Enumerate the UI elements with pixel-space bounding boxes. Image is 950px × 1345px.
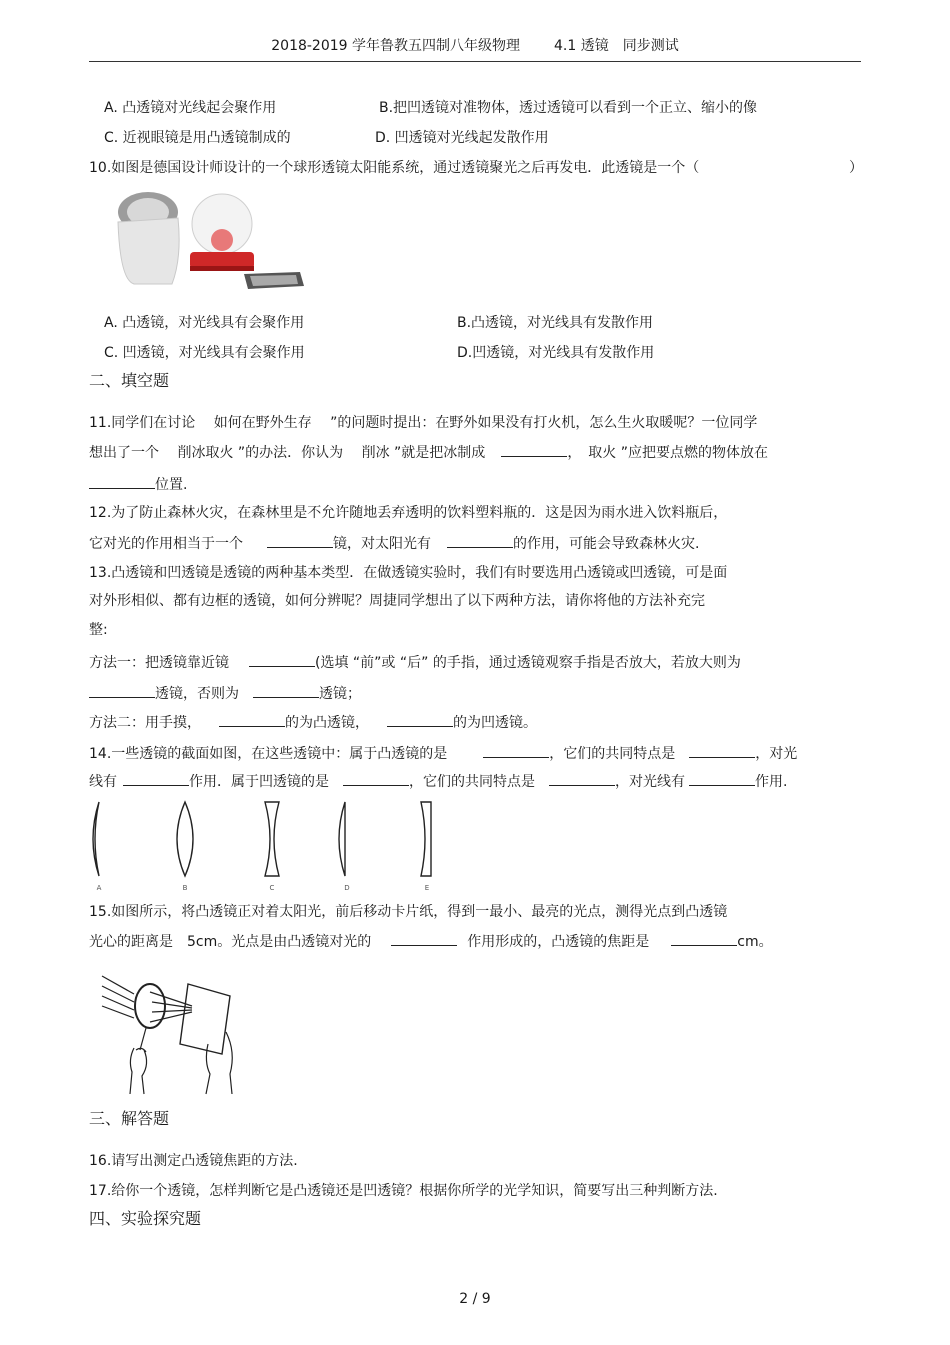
- q14-line-1: [89, 743, 797, 763]
- page-header: [0, 37, 950, 55]
- q11-line-1: 11.同学们在讨论 如何在野外生存 ”的问题时提出：在野外如果没有打火机，怎么生火取暖呢？一位同学: [89, 415, 758, 431]
- q14-line-2: [89, 771, 787, 791]
- q14-blank-4[interactable]: [343, 771, 409, 786]
- q14-blank-6[interactable]: [689, 771, 755, 786]
- q13-blank-1[interactable]: [249, 652, 315, 667]
- magnifier-sunlight-figure: [100, 970, 250, 1095]
- section-experiment-title: 四、实验探究题: [89, 1209, 202, 1228]
- header-rule: [89, 61, 861, 62]
- lens-c: [265, 802, 279, 876]
- q12-line-2: [89, 533, 699, 553]
- q15-text-c: cm。: [737, 934, 773, 950]
- q14-text-d: 线有: [89, 774, 117, 790]
- q13-blank-2[interactable]: [89, 683, 155, 698]
- q17-text: 17.给你一个透镜，怎样判断它是凸透镜还是凹透镜？根据你所学的光学知识，简要写出三种判断方法.: [89, 1183, 718, 1199]
- q9-option-b: B.把凹透镜对准物体，透过透镜可以看到一个正立、缩小的像: [379, 100, 758, 116]
- q11-line-2: [89, 442, 768, 462]
- solar-lens-photo: [108, 188, 308, 298]
- lens-a: [93, 802, 99, 876]
- q14-text-a: 14.一些透镜的截面如图，在这些透镜中：属于凸透镜的是: [89, 746, 448, 762]
- q9-option-a: A. 凸透镜对光线起会聚作用: [104, 100, 277, 116]
- lens-label-a: A: [96, 884, 102, 892]
- q13-blank-3[interactable]: [253, 683, 319, 698]
- q13-blank-5[interactable]: [387, 712, 453, 727]
- q10-option-c: C. 凹透镜，对光线具有会聚作用: [104, 345, 305, 361]
- q14-text-f: ，它们的共同特点是: [409, 774, 535, 790]
- q12-blank-1[interactable]: [267, 533, 333, 548]
- q15-blank-1[interactable]: [391, 931, 457, 946]
- q14-blank-2[interactable]: [689, 743, 755, 758]
- lens-b: [177, 802, 193, 876]
- q13-line-1: 13.凸透镜和凹透镜是透镜的两种基本类型．在做透镜实验时，我们有时要选用凸透镜或凹透镜，可是面: [89, 565, 728, 581]
- q14-text-c: ，对光: [755, 746, 798, 762]
- q10-option-b: B.凸透镜，对光线具有发散作用: [457, 315, 654, 331]
- q14-text-b: ，它们的共同特点是: [549, 746, 676, 762]
- q11-blank-1[interactable]: [501, 442, 567, 457]
- q12-line-1: 12.为了防止森林火灾，在森林里是不允许随地丢弃透明的饮料塑料瓶的．这是因为雨水进入饮料瓶后，: [89, 505, 728, 521]
- q15-line-1: 15.如图所示，将凸透镜正对着太阳光，前后移动卡片纸，得到一最小、最亮的光点，测得光点到凸透镜: [89, 904, 728, 920]
- lens-d: [339, 802, 345, 876]
- q14-blank-1[interactable]: [483, 743, 549, 758]
- lens-cross-sections: [85, 796, 445, 896]
- q13-m1-text-a: 方法一：把透镜靠近镜: [89, 655, 229, 671]
- q13-m2-text-b: 的为凸透镜，: [285, 715, 369, 731]
- q14-blank-3[interactable]: [123, 771, 189, 786]
- q11-blank-2[interactable]: [89, 474, 155, 489]
- section-fill-in-title: 二、填空题: [89, 371, 170, 390]
- lens-label-c: C: [269, 884, 275, 892]
- q12-text-a: 它对光的作用相当于一个: [89, 536, 243, 552]
- q15-line-2: [89, 931, 773, 951]
- q13-m1-text-b: (选填 “前”或 “后” 的手指，通过透镜观察手指是否放大，若放大则为: [315, 655, 741, 671]
- q10-option-d: D.凹透镜，对光线具有发散作用: [457, 345, 655, 361]
- q13-m2-text-a: 方法二：用手摸，: [89, 715, 201, 731]
- q13-blank-4[interactable]: [219, 712, 285, 727]
- page-number: 2 / 9: [459, 1291, 491, 1307]
- q13-m1-text-c: 透镜，否则为: [155, 686, 239, 702]
- q13-method-2: [89, 712, 537, 732]
- q13-m2-text-c: 的为凹透镜。: [453, 715, 537, 731]
- q13-method-1: [89, 652, 741, 672]
- q12-text-b: 镜，对太阳光有: [333, 536, 431, 552]
- q15-text-a: 光心的距离是 5cm。光点是由凸透镜对光的: [89, 934, 372, 950]
- q11-text-b: ， 取火 ”应把要点燃的物体放在: [567, 445, 769, 461]
- q10-paren: ）: [849, 160, 863, 176]
- q16-text: 16.请写出测定凸透镜焦距的方法.: [89, 1153, 298, 1169]
- q13-line-3: 整:: [89, 622, 108, 638]
- q10-option-a: A. 凸透镜，对光线具有会聚作用: [104, 315, 305, 331]
- q14-blank-5[interactable]: [549, 771, 615, 786]
- q15-blank-2[interactable]: [671, 931, 737, 946]
- q11-text-c: 位置.: [155, 477, 188, 493]
- q9-option-c: C. 近视眼镜是用凸透镜制成的: [104, 130, 291, 146]
- q10-stem: 10.如图是德国设计师设计的一个球形透镜太阳能系统，通过透镜聚光之后再发电．此透镜是一个（: [89, 160, 700, 176]
- q12-text-c: 的作用，可能会导致森林火灾.: [513, 536, 700, 552]
- lens-label-b: B: [182, 884, 188, 892]
- q12-blank-2[interactable]: [447, 533, 513, 548]
- q11-text-a: 想出了一个 削冰取火 ”的办法．你认为 削冰 ”就是把冰制成: [89, 445, 486, 461]
- lens-label-e: E: [424, 884, 430, 892]
- lens-label-d: D: [344, 884, 350, 892]
- q14-text-h: 作用.: [755, 774, 788, 790]
- header-subtitle: 4.1 透镜 同步测试: [554, 38, 679, 54]
- q14-text-e: 作用．属于凹透镜的是: [189, 774, 329, 790]
- q13-line-2: 对外形相似、都有边框的透镜，如何分辨呢？周捷同学想出了以下两种方法，请你将他的方法补充完: [89, 593, 705, 609]
- section-answer-title: 三、解答题: [89, 1109, 170, 1128]
- lens-e: [421, 802, 431, 876]
- header-title: 2018-2019 学年鲁教五四制八年级物理: [271, 38, 521, 54]
- q15-text-b: 作用形成的，凸透镜的焦距是: [467, 934, 650, 950]
- q13-method-1-cont: [89, 683, 361, 703]
- q11-line-3: [89, 474, 187, 494]
- q13-m1-text-d: 透镜；: [319, 686, 361, 702]
- q14-text-g: ，对光线有: [615, 774, 685, 790]
- q9-option-d: D. 凹透镜对光线起发散作用: [375, 130, 549, 146]
